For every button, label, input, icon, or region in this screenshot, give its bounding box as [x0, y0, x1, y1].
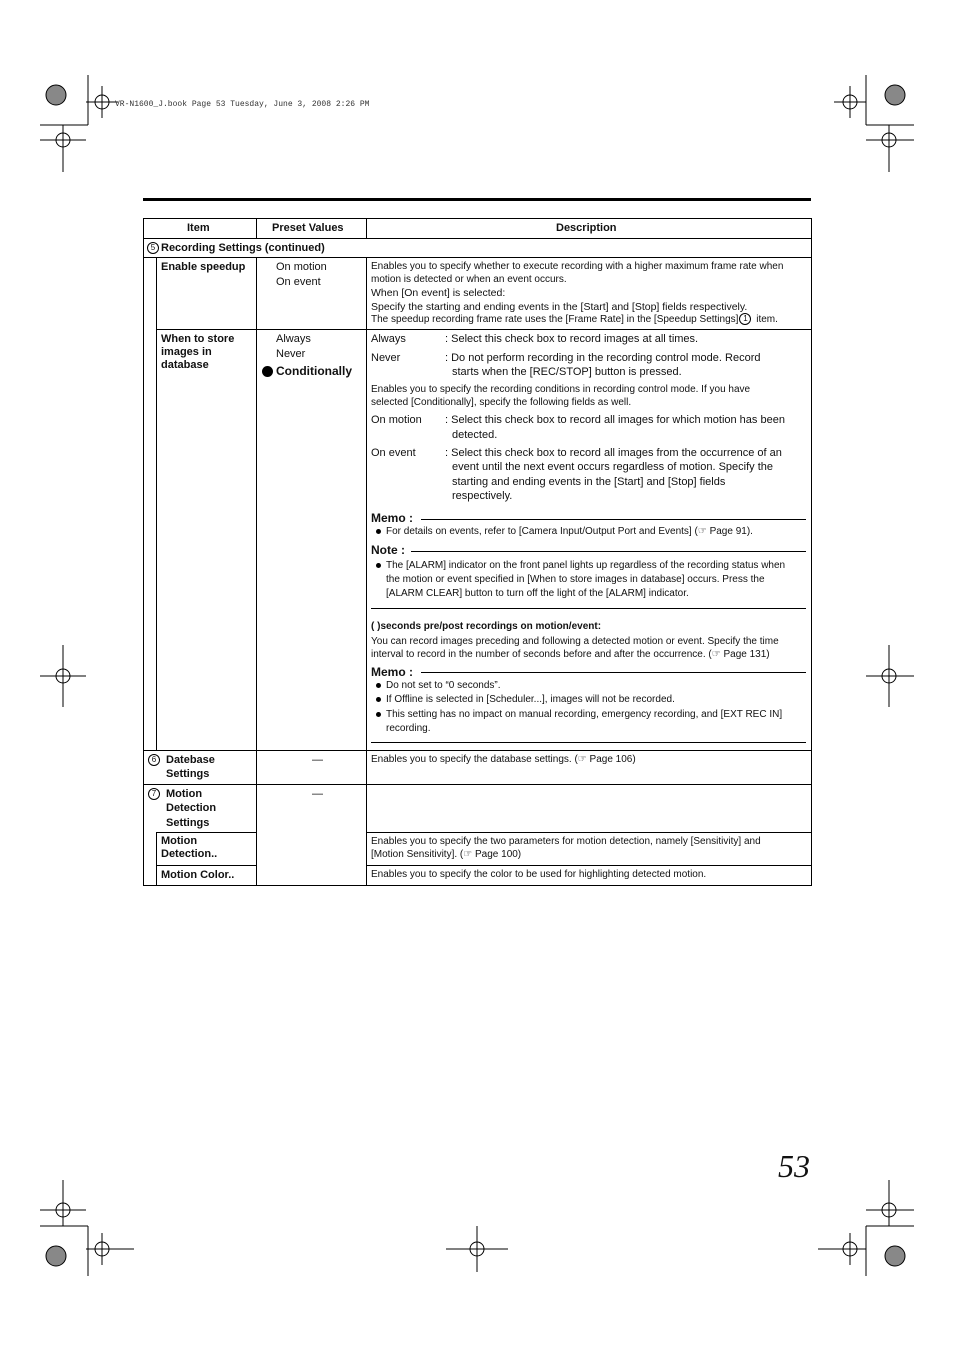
- speedup-desc-5: The speedup recording frame rate uses the [Frame Rate] in the [Speedup Settings] 1 item.: [371, 314, 778, 325]
- bullet-icon: [376, 563, 381, 568]
- note-line: [411, 551, 806, 552]
- motion-label-1: Motion: [166, 788, 203, 800]
- note-item-3: [ALARM CLEAR] button to turn off the light of the [ALARM] indicator.: [386, 588, 689, 599]
- memo2-item-3a: This setting has no impact on manual recording, emergency recording, and [EXT REC IN]: [386, 709, 783, 720]
- bullet-icon: [376, 683, 381, 688]
- cond-desc-1: Enables you to specify the recording conditions in recording control mode. If you have: [371, 384, 751, 395]
- motion-label-2: Detection: [166, 802, 217, 814]
- memo1-item: For details on events, refer to [Camera Input/Output Port and Events] (☞ Page 91).: [386, 526, 753, 537]
- header-preset: Preset Values: [272, 222, 344, 234]
- section-recording-settings: 5 Recording Settings (continued): [147, 241, 325, 255]
- enable-speedup-label: Enable speedup: [161, 261, 246, 273]
- memo1-title: Memo :: [371, 511, 413, 525]
- motion-color-label: Motion Color..: [161, 869, 235, 881]
- motion-num: 7: [148, 787, 162, 801]
- speedup-desc-4: Specify the starting and ending events in the [Start] and [Stop] fields respectively.: [371, 301, 748, 313]
- ref-number-1: 1: [739, 313, 751, 325]
- top-rule: [143, 198, 811, 201]
- selected-bullet-icon: [262, 366, 273, 377]
- page-number: 53: [778, 1148, 810, 1184]
- onevent-term: On event: [371, 447, 416, 459]
- note-end-line: [371, 608, 806, 609]
- bullet-icon: [376, 697, 381, 702]
- database-desc: Enables you to specify the database settings. (☞ Page 106): [371, 754, 636, 765]
- preset-on-event: On event: [276, 276, 321, 288]
- onmotion-desc-2: detected.: [452, 429, 498, 441]
- preset-on-motion: On motion: [276, 261, 327, 273]
- onevent-desc-1: : Select this check box to record all images from the occurrence of an: [445, 447, 782, 459]
- memo2-item-3b: recording.: [386, 723, 431, 734]
- database-label-2: Settings: [166, 768, 210, 780]
- header-item: Item: [187, 222, 210, 234]
- memo2-line: [421, 672, 806, 673]
- motion-detection-desc-2: [Motion Sensitivity]. (☞ Page 100): [371, 849, 522, 860]
- motion-label-3: Settings: [166, 817, 210, 829]
- onevent-desc-2: event until the next event occurs regardless of motion. Specify the: [452, 461, 774, 473]
- seconds-title: ( )seconds pre/post recordings on motion/event:: [371, 621, 602, 632]
- motion-preset: —: [312, 788, 323, 800]
- never-desc-1: : Do not perform recording in the recording control mode. Record: [445, 352, 761, 364]
- always-desc: : Select this check box to record images at all times.: [445, 333, 699, 345]
- file-info-header: VR-N1600_J.book Page 53 Tuesday, June 3, 2008 2:26 PM: [115, 100, 370, 109]
- bullet-icon: [376, 712, 381, 717]
- onmotion-desc-1: : Select this check box to record all images for which motion has been: [445, 414, 785, 426]
- database-preset: —: [312, 754, 323, 766]
- note-item-1: The [ALARM] indicator on the front panel lights up regardless of the recording status when: [386, 560, 786, 571]
- note-title: Note :: [371, 543, 405, 557]
- bullet-icon: [376, 529, 381, 534]
- section-number-5: 5: [147, 242, 159, 254]
- speedup-desc-1: Enables you to specify whether to execute recording with a higher maximum frame rate when: [371, 261, 784, 272]
- motion-detection-desc-1: Enables you to specify the two parameters for motion detection, namely [Sensitivity] and: [371, 836, 761, 847]
- speedup-desc-3: When [On event] is selected:: [371, 287, 506, 299]
- when-to-store-label-2: images in: [161, 346, 212, 358]
- memo2-title: Memo :: [371, 665, 413, 679]
- onmotion-term: On motion: [371, 414, 422, 426]
- onevent-desc-3: starting and ending events in the [Start] and [Stop] fields: [452, 476, 726, 488]
- motion-detection-label-1: Motion: [161, 835, 198, 847]
- database-num: 6: [148, 753, 162, 767]
- memo2-item-1: Do not set to “0 seconds”.: [386, 680, 501, 691]
- motion-detection-label-2: Detection..: [161, 848, 218, 860]
- database-label-1: Datebase: [166, 754, 215, 766]
- never-term: Never: [371, 352, 401, 364]
- when-to-store-label-1: When to store: [161, 333, 235, 345]
- onevent-desc-4: respectively.: [452, 490, 513, 502]
- preset-never: Never: [276, 348, 306, 360]
- preset-conditionally: Conditionally: [276, 364, 352, 378]
- memo2-item-2: If Offline is selected in [Scheduler...], images will not be recorded.: [386, 694, 675, 705]
- memo1-line: [421, 519, 806, 520]
- speedup-desc-2: motion is detected or when an event occurs.: [371, 274, 567, 285]
- cond-desc-2: selected [Conditionally], specify the following fields as well.: [371, 397, 632, 408]
- seconds-desc-1: You can record images preceding and following a detected motion or event. Specify the time: [371, 636, 779, 647]
- note-item-2: the motion or event specified in [When to store images in database] occurs. Press the: [386, 574, 765, 585]
- motion-color-desc: Enables you to specify the color to be used for highlighting detected motion.: [371, 869, 707, 880]
- when-to-store-label-3: database: [161, 359, 209, 371]
- header-description: Description: [556, 222, 617, 234]
- seconds-desc-2: interval to record in the number of seconds before and after the occurrence. (☞ Page 131): [371, 649, 770, 660]
- never-desc-2: starts when the [REC/STOP] button is pressed.: [452, 366, 682, 378]
- memo2-end-line: [371, 742, 806, 743]
- preset-always: Always: [276, 333, 311, 345]
- always-term: Always: [371, 333, 406, 345]
